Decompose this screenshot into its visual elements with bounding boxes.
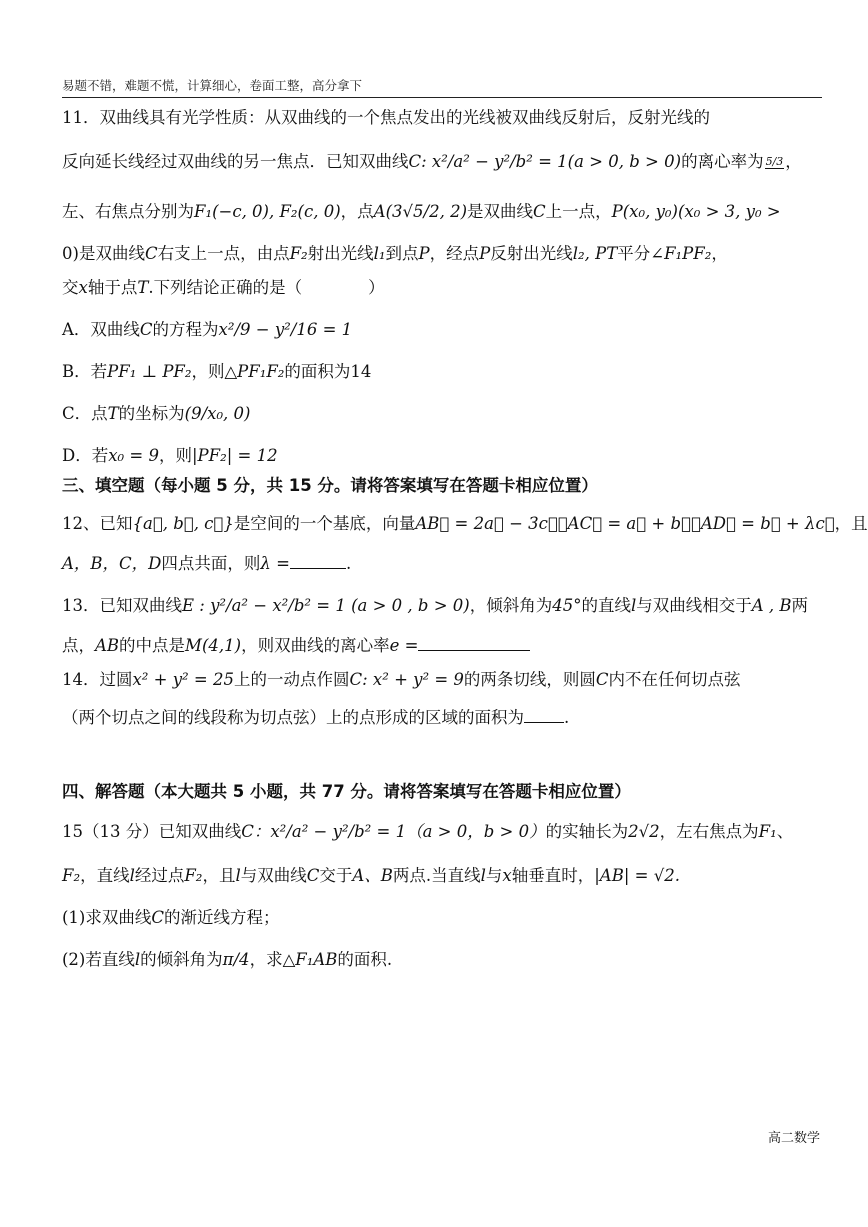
q11-text: 交 [62, 278, 79, 297]
q15-text: ，求 [249, 950, 283, 969]
q15-subquestion-2 [62, 946, 392, 970]
q12-line-2 [62, 550, 351, 574]
q14-math: C [595, 670, 609, 689]
q15-text: 交于 [319, 866, 353, 885]
q11-option-c [62, 400, 250, 424]
q14-math: x² + y² = 25 [132, 670, 234, 689]
option-math: |PF₂| = 12 [191, 446, 278, 465]
q11-line-5 [62, 274, 385, 298]
option-label: C． [62, 404, 92, 423]
q11-text: 0) [62, 244, 79, 263]
option-text: 若 [91, 446, 109, 465]
option-math: △PF₁F₂ [224, 362, 285, 381]
q13-math: E : y²/a² − x²/b² = 1 (a > 0 , b > 0) [182, 596, 470, 615]
q15-math: F₂ [62, 866, 81, 885]
option-math: PF₁ ⊥ PF₂ [107, 362, 192, 381]
q13-text: 点， [62, 636, 95, 655]
option-math: (9/x₀, 0) [184, 404, 251, 423]
q15-text: 两点.当直线 [392, 866, 481, 885]
q13-text: ，则双曲线的离心率 [241, 636, 390, 655]
q15-math: C [151, 908, 164, 927]
q15-text: 的面积. [337, 950, 393, 969]
q14-line-1 [62, 666, 741, 690]
q11-text: 平分 [617, 244, 651, 263]
q14-text: 上的一动点作圆 [233, 670, 350, 689]
option-text: 若 [90, 362, 108, 381]
answer-blank[interactable] [524, 708, 564, 723]
q15-line-1 [62, 818, 793, 842]
q15-text: 的渐近线方程； [164, 908, 280, 927]
page-header-motto: 易题不错，难题不慌，计算细心，卷面工整，高分拿下 [62, 76, 822, 98]
option-text: 的方程为 [152, 320, 219, 339]
q15-text: 轴垂直时， [511, 866, 595, 885]
q11-text: .下列结论正确的是（ ） [148, 278, 385, 297]
q12-text: . [345, 554, 352, 573]
q13-text: 13．已知双曲线 [62, 596, 182, 615]
option-text: 的面积为14 [284, 362, 372, 381]
q13-text: 两 [791, 596, 809, 615]
q11-text: 是双曲线 [78, 244, 145, 263]
q11-math: l₂, PT [572, 244, 618, 263]
q13-line-2 [62, 632, 530, 656]
q12-text: 12、已知 [62, 514, 133, 533]
q13-math: 45° [552, 596, 582, 615]
q11-text: 轴于点 [87, 278, 138, 297]
q14-text: 14．过圆 [62, 670, 133, 689]
answer-blank[interactable] [290, 554, 346, 569]
q11-math: x [78, 278, 88, 297]
option-label: D． [62, 446, 92, 465]
q11-text: 右支上一点，由点 [157, 244, 290, 263]
q11-text: 反射出光线 [490, 244, 573, 263]
q15-math: l [235, 866, 241, 885]
q11-option-d [62, 442, 278, 466]
q15-text: 与双曲线 [240, 866, 307, 885]
q12-line-1 [62, 510, 868, 534]
q11-text: 是双曲线 [467, 202, 534, 221]
q11-option-b [62, 358, 371, 382]
q11-math: C [144, 244, 158, 263]
fraction-value: 5/3 [765, 154, 784, 168]
q11-math: P(x₀, y₀)(x₀ > 3, y₀ > [611, 202, 781, 221]
answer-blank[interactable] [418, 636, 530, 651]
q11-math: P [418, 244, 430, 263]
q11-math: l₁ [373, 244, 386, 263]
q13-line-1 [62, 592, 808, 616]
q15-math: |AB| = √2. [594, 866, 680, 885]
q15-math: F₂ [184, 866, 203, 885]
q11-text: ，点 [340, 202, 374, 221]
q11-text: ， [711, 244, 728, 263]
q11-option-a [62, 316, 352, 340]
q11-text: ， [785, 152, 802, 171]
q15-text: ，直线 [80, 866, 130, 885]
option-math: x²/9 − y²/16 = 1 [218, 320, 353, 339]
q15-text: 、 [776, 822, 794, 841]
q11-text: 射出光线 [307, 244, 374, 263]
q11-math: T [137, 278, 149, 297]
q11-math: F₁(−c, 0), F₂(c, 0) [194, 202, 341, 221]
q13-math: e = [389, 636, 419, 655]
q15-math: 2√2 [628, 822, 660, 841]
q15-math: l [129, 866, 135, 885]
eccentricity-fraction [765, 156, 785, 169]
q11-text: 的离心率为 [681, 152, 764, 171]
q15-text: 的倾斜角为 [140, 950, 223, 969]
q13-text: 的直线 [581, 596, 631, 615]
q15-subquestion-1 [62, 904, 280, 928]
q15-math: x [502, 866, 512, 885]
q15-text: 经过点 [134, 866, 185, 885]
q12-text: 四点共面，则 [161, 554, 261, 573]
q15-math: F₁ [758, 822, 777, 841]
q11-text: 11．双曲线具有光学性质：从双曲线的一个焦点发出的光线被双曲线反射后，反射光线的 [62, 108, 710, 127]
q11-text: 到点 [385, 244, 419, 263]
q15-math: l [480, 866, 486, 885]
option-math: T [107, 404, 119, 423]
q13-math: A , B [751, 596, 792, 615]
q13-text: 的中点是 [119, 636, 186, 655]
q11-line-3 [62, 198, 781, 222]
q14-text: . [564, 708, 570, 727]
q12-text: 是空间的一个基底，向量 [233, 514, 416, 533]
q12-math: λ = [260, 554, 290, 573]
option-text: 的坐标为 [118, 404, 185, 423]
option-label: B． [62, 362, 91, 381]
q15-text: ，左右焦点为 [659, 822, 759, 841]
option-text: 双曲线 [90, 320, 140, 339]
q15-line-2 [62, 862, 680, 886]
q11-math: C: x²/a² − y²/b² = 1(a > 0, b > 0) [408, 152, 682, 171]
q13-math: AB [95, 636, 120, 655]
q14-text: （两个切点之间的线段称为切点弦）上的点形成的区域的面积为 [62, 708, 524, 727]
q11-line-2 [62, 148, 802, 172]
option-text: 点 [91, 404, 108, 423]
q13-text: 与双曲线相交于 [636, 596, 752, 615]
q15-text: ，且 [202, 866, 236, 885]
q11-text: 反向延长线经过双曲线的另一焦点．已知双曲线 [62, 152, 409, 171]
q11-math: P [479, 244, 491, 263]
q11-line-4 [62, 240, 728, 264]
q11-line-1 [62, 104, 710, 128]
option-text: ，则 [158, 446, 192, 465]
q14-text: 内不在任何切点弦 [608, 670, 741, 689]
q12-math: {a⃗, b⃗, c⃗} [132, 514, 234, 533]
q12-math: A，B，C，D [62, 554, 162, 573]
option-math: x₀ = 9 [108, 446, 159, 465]
q15-text: (2)若直线 [62, 950, 135, 969]
q12-text: ，且 [834, 514, 868, 533]
q13-math: M(4,1) [185, 636, 242, 655]
q12-math: AB⃗ = 2a⃗ − 3c⃗，AC⃗ = a⃗ + b⃗，AD⃗ = b⃗ + λc⃗ [415, 514, 835, 533]
q15-math: A、B [352, 866, 393, 885]
option-math: C [139, 320, 153, 339]
section-3-heading: 三、填空题（每小题 5 分，共 15 分。请将答案填写在答题卡相应位置） [62, 476, 598, 495]
q11-math: C [533, 202, 546, 221]
q15-math: l [134, 950, 141, 969]
q15-text: (1)求双曲线 [62, 908, 152, 927]
option-label: A． [62, 320, 91, 339]
q13-text: ，倾斜角为 [469, 596, 553, 615]
q15-math: C：x²/a² − y²/b² = 1（a > 0，b > 0） [241, 822, 546, 841]
q15-text: 的实轴长为 [545, 822, 629, 841]
q11-math: ∠F₁PF₂ [650, 244, 712, 263]
q13-math: l [630, 596, 637, 615]
page-footer-subject: 高二数学 [767, 1131, 820, 1146]
q15-math: △F₁AB [282, 950, 338, 969]
option-text: ，则 [191, 362, 225, 381]
q11-math: F₂ [289, 244, 308, 263]
q14-text: 的两条切线，则圆 [463, 670, 596, 689]
q15-text: 15（13 分）已知双曲线 [62, 822, 242, 841]
q14-line-2 [62, 704, 569, 728]
section-4-heading: 四、解答题（本大题共 5 小题，共 77 分。请将答案填写在答题卡相应位置） [62, 782, 631, 801]
q14-math: C: x² + y² = 9 [349, 670, 464, 689]
q11-text: 上一点， [545, 202, 612, 221]
q11-text: 左、右焦点分别为 [62, 202, 194, 221]
q11-text: ，经点 [429, 244, 480, 263]
q15-text: 与 [485, 866, 503, 885]
q11-math: A(3√5/2, 2) [373, 202, 468, 221]
q15-math: C [306, 866, 320, 885]
q15-math: π/4 [222, 950, 250, 969]
